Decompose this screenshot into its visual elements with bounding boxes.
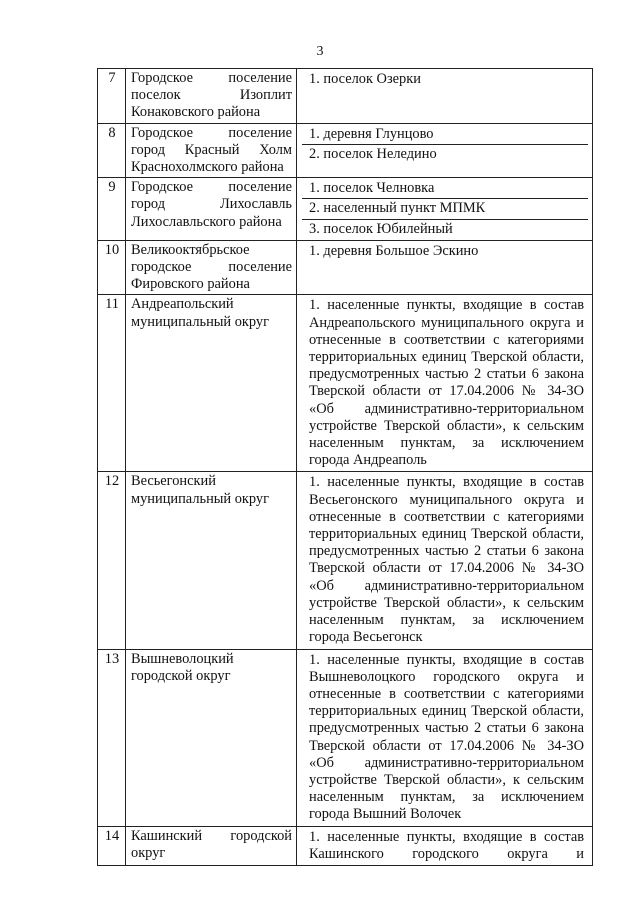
table-row (98, 240, 593, 295)
settlements-table (97, 68, 593, 866)
settlement-item: 1. населенные пункты, входящие в состав Весьегонского муниципального округа и отнесенные в соответствии с категориями территориальных единиц Тверской области, предусмотренных частью 2 статьи 6 закона Тверской области от 17.04.2006 № 34-ЗО «Об административно-территориальном устройстве Тверской области», к сельским населенным пунктам, за исключением города Весьегонск (309, 474, 584, 646)
municipality-name: Городское поселение город Лихославль Лихославльского района (126, 178, 297, 241)
municipality-name: Кашинский городской округ (126, 826, 297, 865)
table-row (98, 295, 593, 472)
table-row (98, 178, 593, 241)
settlement-item: 1. деревня Глунцово (309, 125, 434, 142)
settlements-cell (297, 123, 593, 178)
row-number: 11 (98, 295, 126, 472)
settlements-cell (297, 826, 593, 865)
table-row (98, 69, 593, 124)
table-row (98, 123, 593, 178)
settlements-cell (297, 649, 593, 826)
municipality-name: Городское поселение поселок Изоплит Конаковского района (126, 69, 297, 124)
settlement-item: 2. поселок Неледино (302, 144, 588, 164)
settlements-cell (297, 69, 593, 124)
settlement-item: 1. деревня Большое Эскино (309, 242, 479, 259)
municipality-name: Великооктябрьское городское поселение Фировского района (126, 240, 297, 295)
row-number: 13 (98, 649, 126, 826)
settlement-item: 1. населенные пункты, входящие в состав Кашинского городского округа и (309, 828, 584, 862)
settlement-item: 1. поселок Челновка (309, 180, 435, 197)
settlements-cell (297, 472, 593, 649)
settlement-item: 3. поселок Юбилейный (302, 219, 588, 239)
settlement-item: 2. населенный пункт МПМК (302, 198, 588, 218)
table-row (98, 472, 593, 649)
settlements-cell (297, 295, 593, 472)
settlement-item: 1. поселок Озерки (309, 71, 421, 87)
settlements-cell (297, 240, 593, 295)
row-number: 14 (98, 826, 126, 865)
row-number: 7 (98, 69, 126, 124)
settlements-cell (297, 178, 593, 241)
row-number: 8 (98, 123, 126, 178)
table-row (98, 649, 593, 826)
municipality-name: Городское поселение город Красный Холм Краснохолмского района (126, 123, 297, 178)
row-number: 10 (98, 240, 126, 295)
municipality-name: Вышневолоцкий городской округ (126, 649, 297, 826)
page-number: 3 (316, 44, 324, 59)
municipality-name: Весьегонский муниципальный округ (126, 472, 297, 649)
settlement-item: 1. населенные пункты, входящие в состав Андреапольского муниципального округа и отнесенные в соответствии с категориями территориальных единиц Тверской области, предусмотренных частью 2 статьи 6 закона Тверской области от 17.04.2006 № 34-ЗО «Об административно-территориальном устройстве Тверской области», к сельским населенным пунктам, за исключением города Андреаполь (309, 297, 584, 469)
municipality-name: Андреапольский муниципальный округ (126, 295, 297, 472)
row-number: 9 (98, 178, 126, 241)
table-row (98, 826, 593, 865)
row-number: 12 (98, 472, 126, 649)
settlement-item: 1. населенные пункты, входящие в состав Вышневолоцкого городского округа и отнесенные в соответствии с категориями территориальных единиц Тверской области, предусмотренных частью 2 статьи 6 закона Тверской области от 17.04.2006 № 34-ЗО «Об административно-территориальном устройстве Тверской области», к сельским населенным пунктам, за исключением города Вышний Волочек (309, 651, 584, 823)
